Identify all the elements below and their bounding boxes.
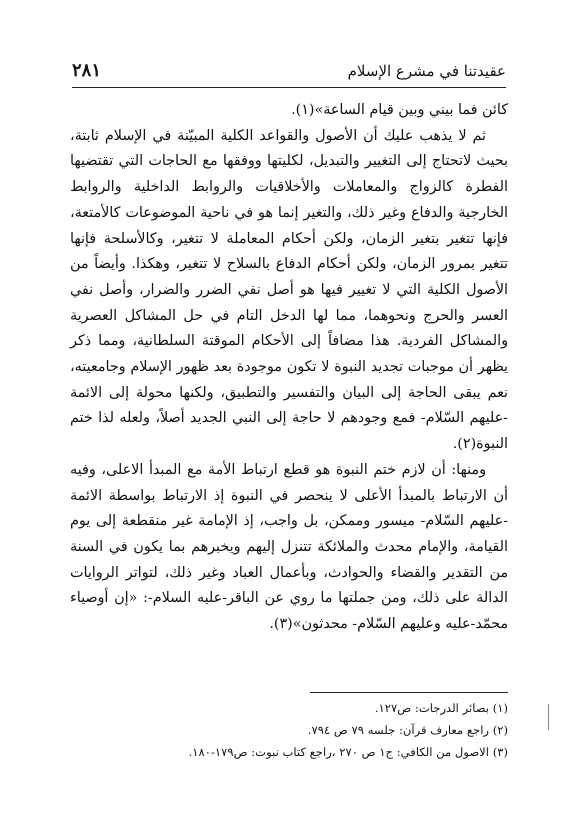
footnote-separator bbox=[310, 692, 508, 693]
running-header bbox=[72, 60, 506, 86]
paragraph-1: كائن فما بيني وبين قيام الساعة»(١). bbox=[291, 102, 508, 118]
footnote-2: (٢) راجع معارف قرآن: جلسه ٧٩ ص ٧٩٤. bbox=[307, 723, 508, 737]
footnotes bbox=[70, 697, 508, 763]
margin-mark bbox=[548, 704, 549, 730]
header-rule bbox=[72, 87, 506, 88]
body-text bbox=[70, 98, 508, 638]
paragraph-3: ومنها: أن لازم ختم النبوة هو قطع ارتباط الأمة مع المبدأ الاعلى، وفيه أن الارتباط بالمبدأ الأعلى لا ينحصر في النبوة إذ الارتباط بواسطة الائمة -عليهم السّلام- ميسور وممكن، بل واجب، إذ الإمامة غير منقطعة إلى يوم القيامة، والإمام محدث والملائكة تتنزل إليهم ويخبرهم بما يكون في السنة من التقدير والقضاء والحوادث، وبأعمال العباد وغير ذلك، لتواتر الروايات الدالة على ذلك، ومن جملتها ما روي عن الباقر-عليه السلام-: «إن أوصياء محمّد-عليه وعليهم السّلام- محدثون»(٣). bbox=[70, 461, 508, 633]
footnote-3: (٣) الاصول من الكافي: ج١ ص ٢٧٠ ،راجع كتاب نبوت: ص١٧٩-١٨٠. bbox=[188, 745, 508, 759]
paragraph-2: ثم لا يذهب عليك أن الأصول والقواعد الكلية المبيّنة في الإسلام ثابتة، بحيث لاتحتاج إلى التغيير والتبديل، لكليتها ووفقها مع الحاجات التي تقتضيها الفطرة كالزواج والمعاملات والأخلاقيات والروابط الداخلية والروابط الخارجية والدفاع وغير ذلك، والتغير إنما هو في ناحية الموضوعات كالأمتعة، فإنها تتغير بتغير الزمان، ولكن أحكام المعاملة لا تتغير، وكالأسلحة فإنها تتغير بمرور الزمان، ولكن أحكام الدفاع بالسلاح لا تتغير، وهكذا. وأيضاً من الأصول الكلية التي لا تغيير فيها هو أصل نفي الضرر والضرار، وأصل نفي العسر والحرج ونحوهما، مما لها الدخل التام في حل المشاكل العصرية والمشاكل الفردية. هذا مضافاً إلى الأحكام الموقتة السلطانية، ومما ذكر يظهر أن موجبات تجديد النبوة لا تكون موجودة بعد ظهور الإسلام وجامعيته، نعم يبقى الحاجة إلى البيان والتفسير والتطبيق، ولكنها محولة إلى الائمة -عليهم السّلام- فمع وجودهم لا حاجة إلى النبي الجديد أصلاً، ولعله لذا ختم النبوة(٢). bbox=[70, 127, 508, 453]
footnote-1: (١) بصائر الدرجات: ص١٢٧. bbox=[374, 701, 508, 715]
page-number: ٢٨١ bbox=[72, 60, 102, 81]
running-title: عقيدتنا في مشرع الإسلام bbox=[347, 62, 506, 80]
